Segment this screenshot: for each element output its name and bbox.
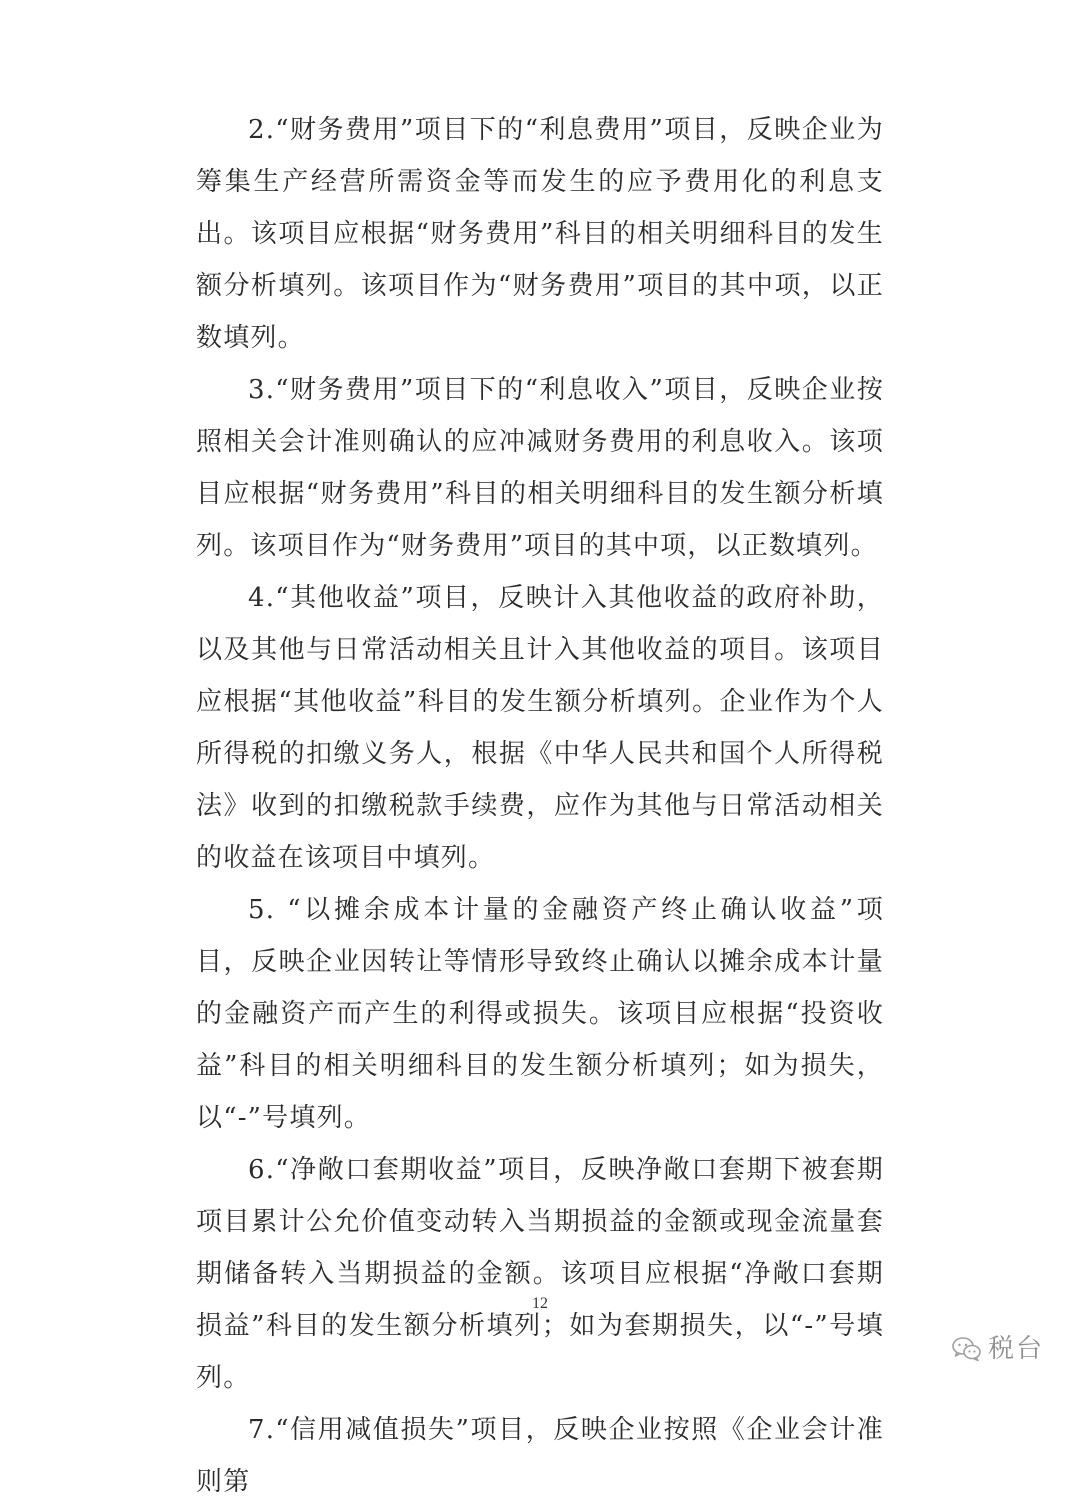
paragraph-4: 4.“其他收益”项目，反映计入其他收益的政府补助，以及其他与日常活动相关且计入其他收益的项目。该项目应根据“其他收益”科目的发生额分析填列。企业作为个人所得税的扣缴义务人，根据《中华人民共和国个人所得税法》收到的扣缴税款手续费，应作为其他与日常活动相关的收益在该项目中填列。 bbox=[196, 583, 884, 873]
paragraph-2: 2.“财务费用”项目下的“利息费用”项目，反映企业为筹集生产经营所需资金等而发生的应予费用化的利息支出。该项目应根据“财务费用”科目的相关明细科目的发生额分析填列。该项目作为“财务费用”项目的其中项，以正数填列。 bbox=[196, 115, 884, 353]
paragraph-6: 6.“净敞口套期收益”项目，反映净敞口套期下被套期项目累计公允价值变动转入当期损益的金额或现金流量套期储备转入当期损益的金额。该项目应根据“净敞口套期损益”科目的发生额分析填列；如为套期损失，以“-”号填列。 bbox=[196, 1155, 884, 1393]
paragraph-7: 7.“信用减值损失”项目，反映企业按照《企业会计准则第 bbox=[196, 1415, 884, 1497]
paragraph-5: 5. “以摊余成本计量的金融资产终止确认收益”项目，反映企业因转让等情形导致终止确认以摊余成本计量的金融资产而产生的利得或损失。该项目应根据“投资收益”科目的相关明细科目的发生额分析填列；如为损失，以“-”号填列。 bbox=[196, 895, 884, 1133]
wechat-icon bbox=[952, 1336, 982, 1362]
paragraph-3: 3.“财务费用”项目下的“利息收入”项目，反映企业按照相关会计准则确认的应冲减财务费用的利息收入。该项目应根据“财务费用”科目的相关明细科目的发生额分析填列。该项目作为“财务费用”项目的其中项，以正数填列。 bbox=[196, 375, 884, 561]
page-number: 12 bbox=[532, 1295, 548, 1312]
wechat-watermark bbox=[952, 1334, 1044, 1364]
watermark-label: 税台 bbox=[987, 1334, 1044, 1364]
